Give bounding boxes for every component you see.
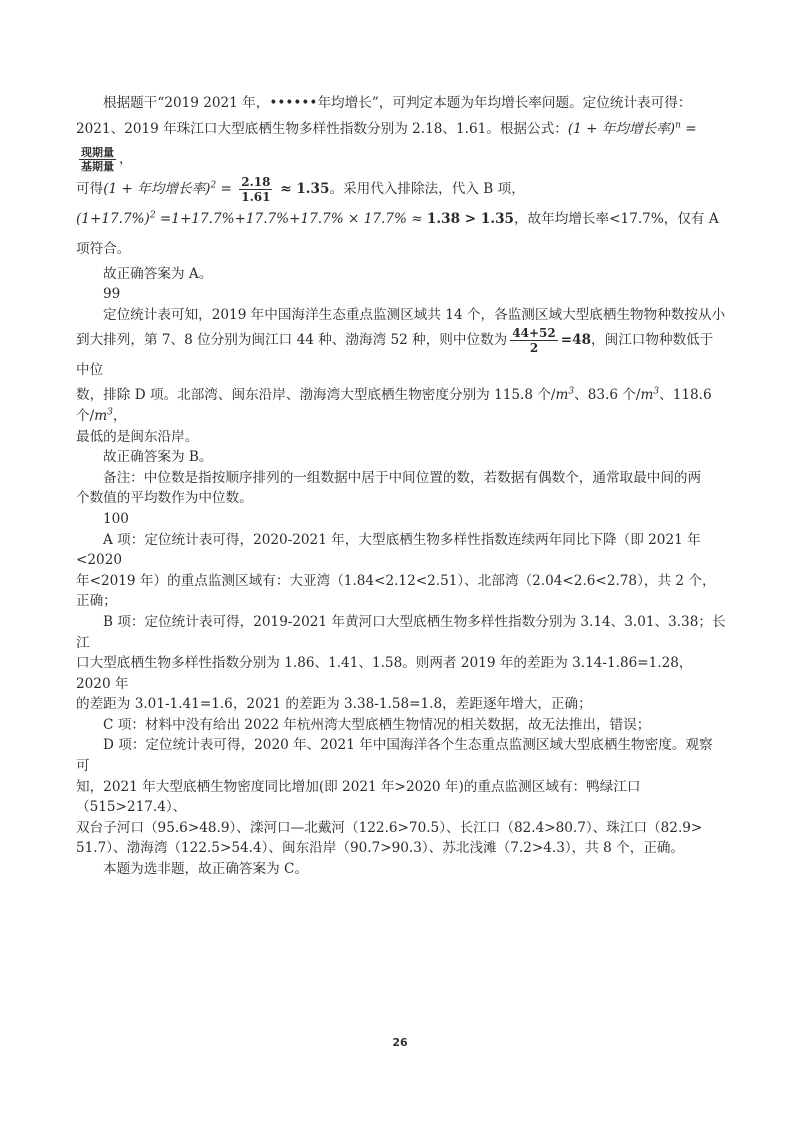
q98-line-2: 2021、2019 年珠江口大型底栖生物多样性指数分别为 2.18、1.61。根据公式：(1 + 年均增长率)$^n$ = $\frac{\text{现期量}}{\text{基期量}}$ ， — [76, 120, 697, 173]
q100-option-d-line-1: D 项：定位统计表可得，2020 年、2021 年中国海洋各个生态重点监测区域大型底栖生物密度。观察可 — [76, 737, 713, 775]
q100-option-b-line-2: 口大型底栖生物多样性指数分别为 1.86、1.41、1.58。则两者 2019 年的差距为 3.14-1.86=1.28，2020 年 — [76, 655, 693, 692]
q98-line-4: $(1+17.7\%)^2 =1+17.7\%+17.7\%+17.7\% \times 17.7\% \approx 1.38 > 1.35$，故年均增长率<17.7%，仅有 A 项符合。 — [76, 210, 719, 257]
q100-option-b-line-1: B 项：定位统计表可得，2019-2021 年黄河口大型底栖生物多样性指数分别为 3.14、3.01、3.38；长江 — [76, 613, 726, 651]
q100-option-b-line-3: 的差距为 3.01-1.41=1.6，2021 的差距为 3.38-1.58=1.8，差距逐年增大，正确； — [76, 696, 592, 713]
q98-answer: 故正确答案为 A。 — [103, 265, 213, 282]
formula-growth-squared: (1 + 年均增长率)$^2$ = — [103, 180, 237, 197]
formula-substitution: $(1+17.7\%)^2 =1+17.7\%+17.7\%+17.7\% \times 17.7\%$ ≈ — [76, 210, 427, 227]
q100-option-c-line-1: C 项：材料中没有给出 2022 年杭州湾大型底栖生物情况的相关数据，故无法推出，错误； — [103, 716, 651, 733]
q99-line-2: 到大排列，第 7、8 位分别为闽江口 44 种、渤海湾 52 种，则中位数为 $\frac{44+52}{2}$ =48，闽江口物种数低于中位 — [76, 326, 714, 379]
q100-option-a-line-3: 正确； — [76, 593, 117, 610]
q100-option-a-line-1: A 项：定位统计表可得，2020-2021 年，大型底栖生物多样性指数连续两年同比下降（即 2021 年<2020 — [76, 531, 701, 569]
fraction-median: $\frac{44+52}{2}$ — [512, 326, 556, 356]
unit-cubic-meter: $m^3$ — [94, 407, 113, 424]
unit-cubic-meter: $m^3$ — [640, 386, 660, 404]
q100-option-a-line-2: 年<2019 年）的重点监测区域有：大亚湾（1.84<2.12<2.51）、北部湾（2.04<2.6<2.78），共 2 个， — [76, 572, 716, 589]
fraction-current-over-base: $\frac{\text{现期量}}{\text{基期量}}$ — [81, 145, 114, 173]
q99-number: 99 — [103, 286, 121, 303]
q100-number: 100 — [103, 510, 129, 527]
document-body — [76, 93, 726, 880]
q99-line-3: 数，排除 D 项。北部湾、闽东沿岸、渤海湾大型底栖生物密度分别为 115.8 个$/m^3$、83.6 个$/m^3$、118.6 个$/m^3$， — [76, 386, 712, 424]
q100-answer: 本题为选非题，故正确答案为 C。 — [103, 861, 309, 878]
q99-answer: 故正确答案为 B。 — [103, 449, 213, 466]
unit-cubic-meter: $m^3$ — [555, 386, 575, 404]
q100-option-d-line-4: 51.7）、渤海湾（122.5>54.4）、闽东沿岸（90.7>90.3）、苏北浅滩（7.2>4.3），共 8 个，正确。 — [76, 840, 685, 857]
q99-line-4: 最低的是闽东沿岸。 — [76, 428, 199, 445]
q99-note-line-1: 备注：中位数是指按顺序排列的一组数据中居于中间位置的数，若数据有偶数个，通常取最中间的两 — [103, 469, 702, 486]
q100-option-d-line-2: 知，2021 年大型底栖生物密度同比增加(即 2021 年>2020 年)的重点监测区域有：鸭绿江口（515>217.4）、 — [76, 778, 641, 816]
q98-line-1: 根据题干“2019 2021 年，••••••年均增长”，可判定本题为年均增长率问题。定位统计表可得： — [103, 95, 692, 111]
q99-note-line-2: 个数值的平均数作为中位数。 — [76, 490, 253, 507]
page-number: 26 — [392, 1036, 408, 1049]
q98-line-3: 可得(1 + 年均增长率)$^2$ = $\frac{2.18}{1.61}$ ≈ 1.35。采用代入排除法，代入 B 项， — [76, 174, 525, 204]
q99-line-1: 定位统计表可知，2019 年中国海洋生态重点监测区域共 14 个，各监测区域大型底栖生物物种数按从小 — [103, 306, 726, 323]
formula-growth: (1 + 年均增长率)$^n$ = — [567, 120, 697, 137]
q100-option-d-line-3: 双台子河口（95.6>48.9）、滦河口—北戴河（122.6>70.5）、长江口（82.4>80.7）、珠江口（82.9> — [76, 819, 703, 836]
fraction-218-over-161: $\frac{2.18}{1.61}$ — [241, 174, 271, 204]
